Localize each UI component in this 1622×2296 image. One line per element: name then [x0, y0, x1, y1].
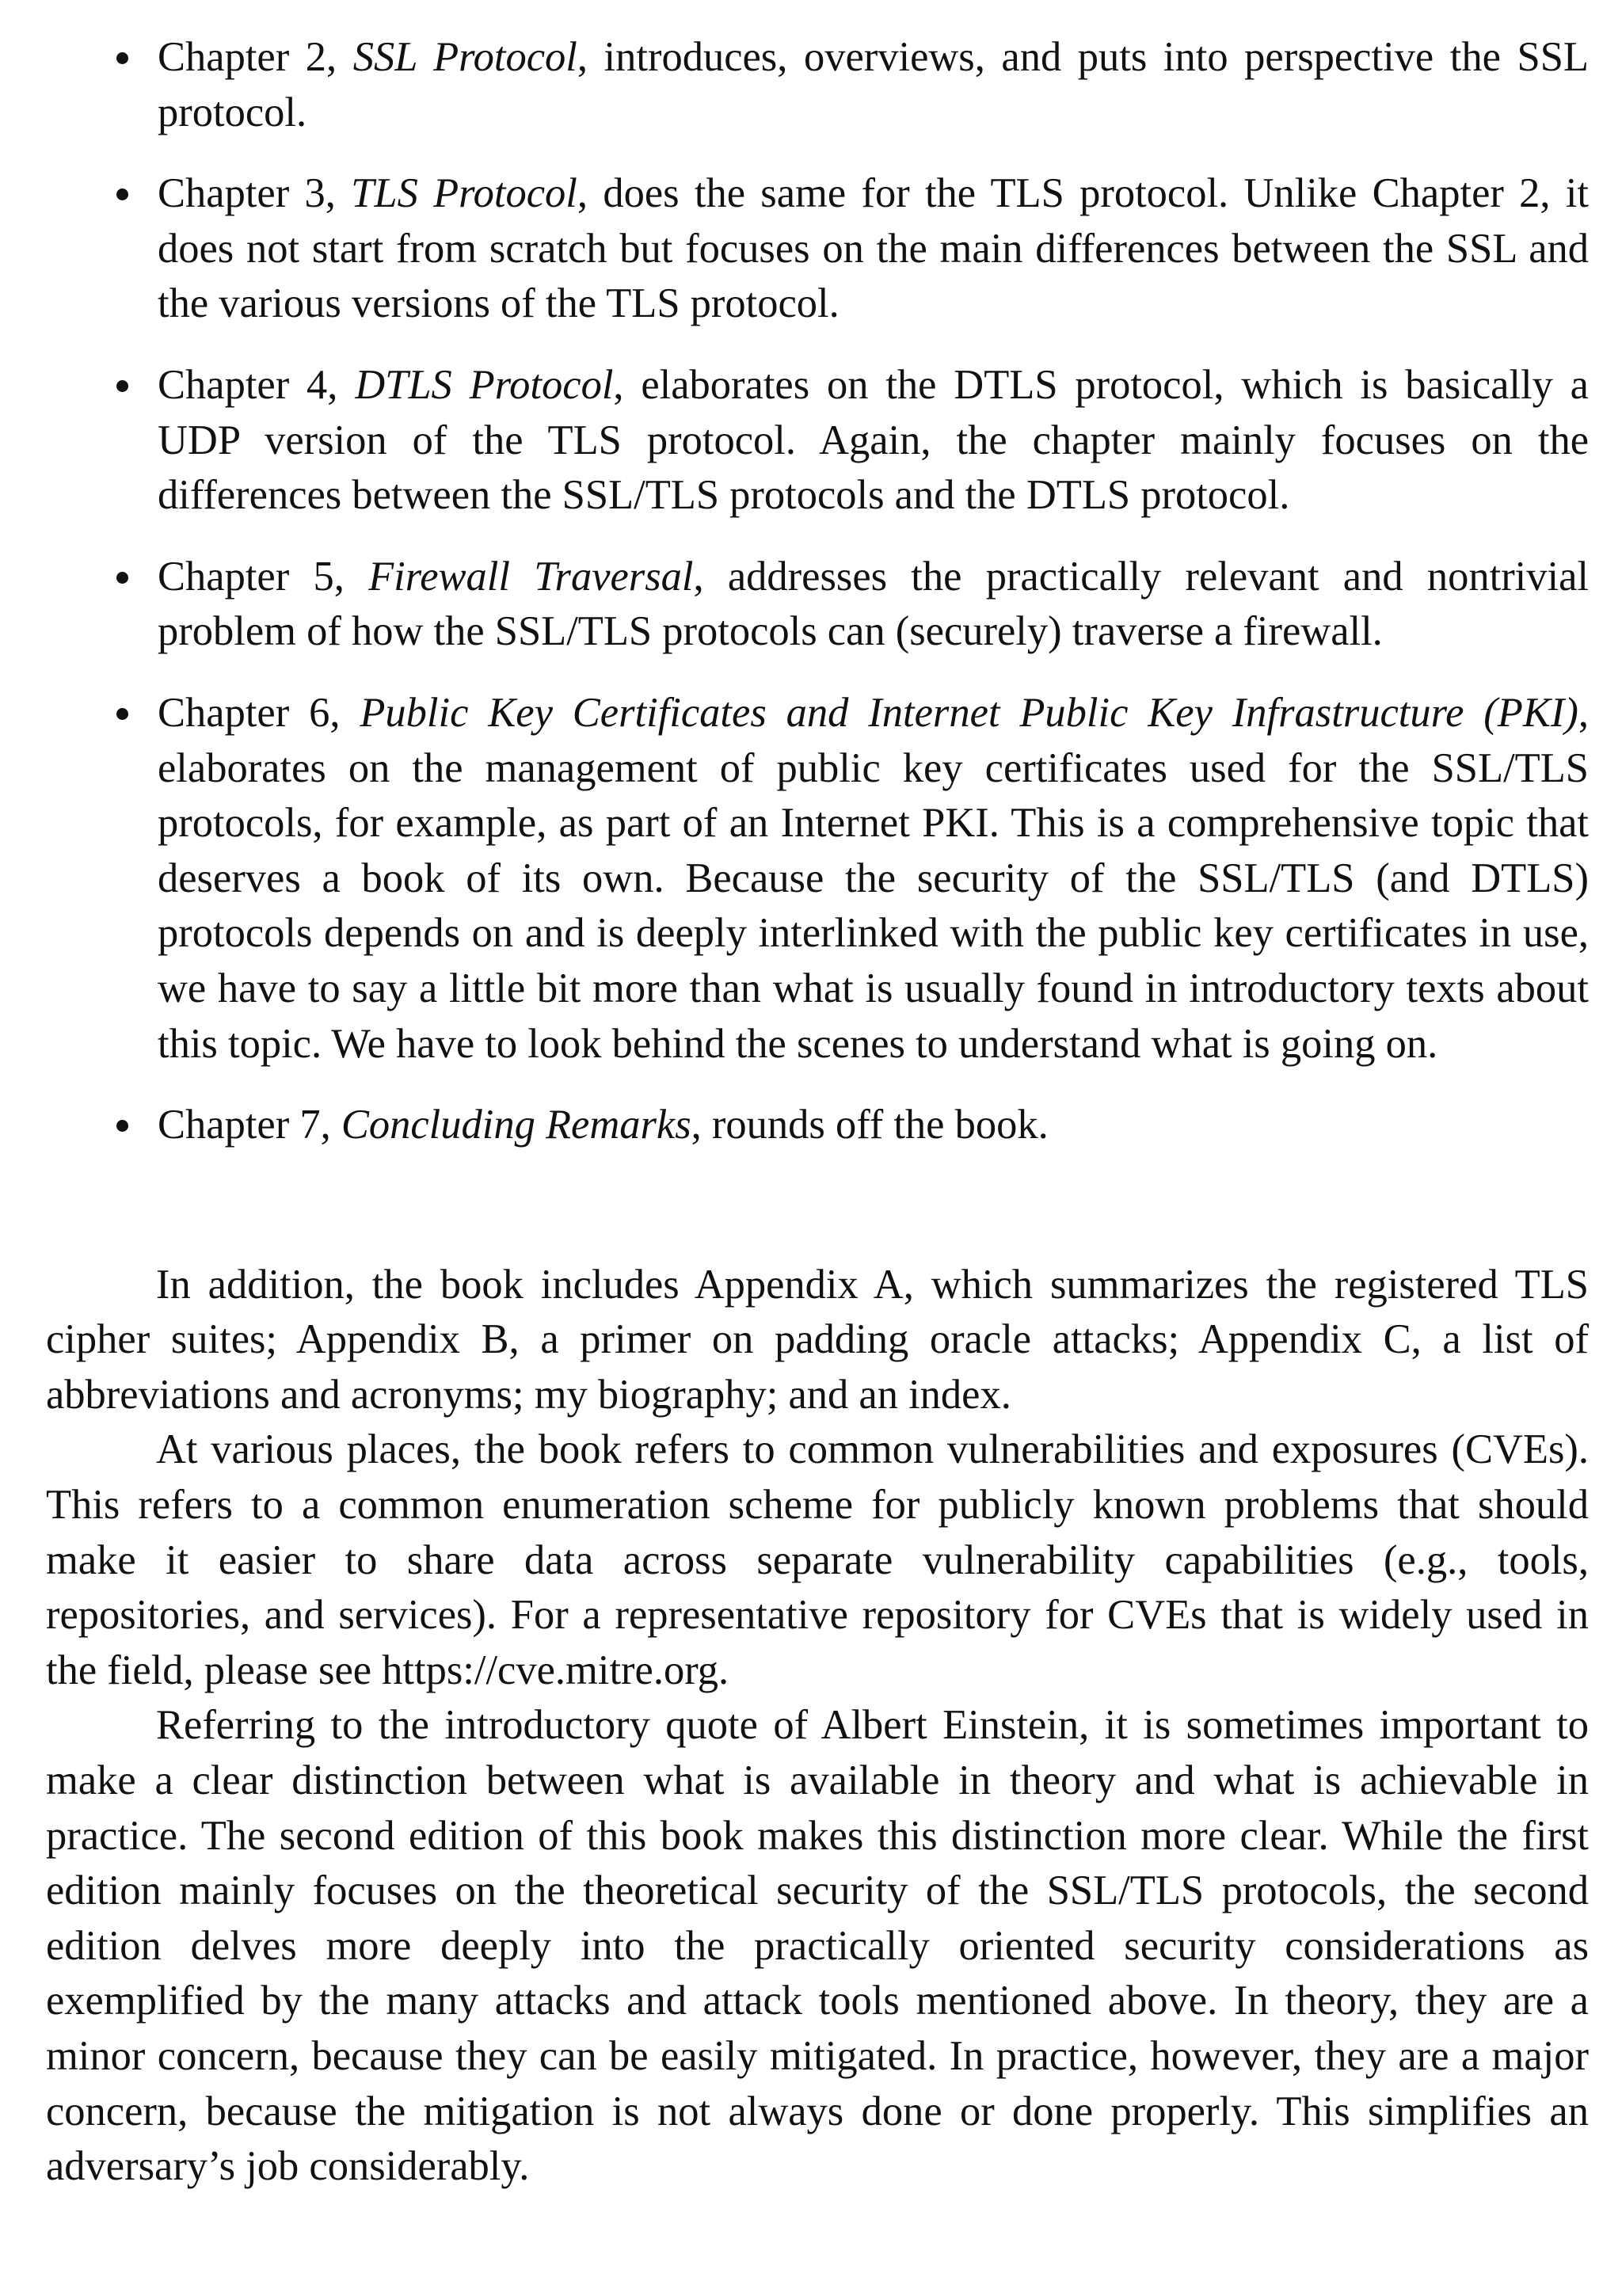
chapter-desc: , introduces, overviews, and puts into perspective the SSL protocol.: [158, 34, 1589, 135]
chapter-item: [158, 550, 1589, 660]
chapter-title: TLS Protocol: [351, 170, 577, 217]
bullet-icon: [116, 572, 128, 584]
chapter-prefix: Chapter 5,: [158, 553, 369, 600]
chapter-title: DTLS Protocol: [355, 361, 614, 408]
bullet-icon: [116, 708, 128, 720]
paragraph-appendices: In addition, the book includes Appendix A, which summarizes the registered TLS cipher suites; Appendix B, a primer on padding oracle attacks; Appendix C, a list of abbreviations and acronyms; my biography; and an index.: [46, 1261, 1589, 1418]
chapter-item: [158, 686, 1589, 1072]
chapter-prefix: Chapter 2,: [158, 34, 353, 80]
page-content: [46, 30, 1589, 2195]
chapter-prefix: Chapter 7,: [158, 1102, 341, 1148]
section-gap: [46, 1153, 1589, 1258]
chapter-title: Firewall Traversal: [368, 553, 694, 600]
chapter-title: Public Key Certificates and Internet Public Key Infrastructure (PKI): [360, 689, 1578, 736]
chapter-item: [158, 358, 1589, 524]
chapter-desc: , rounds off the book.: [691, 1102, 1049, 1148]
bullet-icon: [116, 1120, 128, 1132]
chapter-item: [158, 166, 1589, 332]
chapter-desc: , does the same for the TLS protocol. Unlike Chapter 2, it does not start from scratch but focuses on the main differences between the SSL and the various versions of the TLS protocol.: [158, 170, 1589, 327]
chapter-title: SSL Protocol: [352, 34, 577, 80]
chapter-title: Concluding Remarks: [341, 1102, 691, 1148]
chapter-item: [158, 30, 1589, 140]
chapter-prefix: Chapter 6,: [158, 689, 360, 736]
bullet-icon: [116, 52, 128, 64]
chapter-list: [46, 30, 1589, 1153]
paragraph-cves: At various places, the book refers to common vulnerabilities and exposures (CVEs). This refers to a common enumeration scheme for publicly known problems that should make it easier to share data across separate vulnerability capabilities (e.g., tools, repositories, and services). For a representative repository for CVEs that is widely used in the field, please see https://cve.mitre.org.: [46, 1426, 1589, 1693]
chapter-prefix: Chapter 3,: [158, 170, 352, 217]
bullet-icon: [116, 188, 128, 200]
chapter-desc: , addresses the practically relevant and nontrivial problem of how the SSL/TLS protocols can (securely) traverse a firewall.: [158, 553, 1589, 655]
chapter-desc: , elaborates on the DTLS protocol, which is basically a UDP version of the TLS protocol. Again, the chapter mainly focuses on the differences between the SSL/TLS protocols and the DTLS protocol.: [158, 361, 1589, 519]
chapter-prefix: Chapter 4,: [158, 361, 356, 408]
paragraph-theory-practice: Referring to the introductory quote of Albert Einstein, it is sometimes important to make a clear distinction between what is available in theory and what is achievable in practice. The second edition of this book makes this distinction more clear. While the first edition mainly focuses on the theoretical security of the SSL/TLS protocols, the second edition delves more deeply into the practically oriented security considerations as exemplified by the many attacks and attack tools mentioned above. In theory, they are a minor concern, because they can be easily mitigated. In practice, however, they are a major concern, because the mitigation is not always done or done properly. This simplifies an adversary’s job considerably.: [46, 1702, 1589, 2190]
chapter-desc: , elaborates on the management of public key certificates used for the SSL/TLS protocols, for example, as part of an Internet PKI. This is a comprehensive topic that deserves a book of its own. Because the security of the SSL/TLS (and DTLS) protocols depends on and is deeply interlinked with the public key certificates in use, we have to say a little bit more than what is usually found in introductory texts about this topic. We have to look behind the scenes to understand what is going on.: [158, 689, 1589, 1067]
chapter-item: [158, 1098, 1589, 1153]
bullet-icon: [116, 380, 128, 392]
